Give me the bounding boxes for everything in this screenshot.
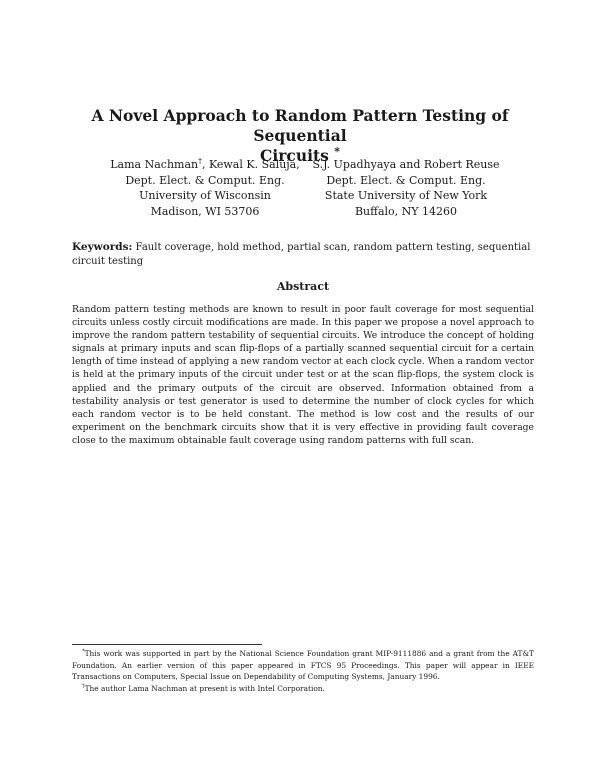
author-dept-right: Dept. Elect. & Comput. Eng. (326, 173, 486, 187)
author-univ-right: State University of New York (324, 189, 488, 202)
author-names-right: S.J. Upadhyaya and Robert Reuse (312, 158, 500, 171)
footnote-1 (72, 648, 534, 683)
author-name-2: , Kewal K. Saluja, (201, 158, 300, 171)
title-line-2-text: Circuits (260, 146, 329, 165)
footnote-1-text: This work was supported in part by the National Science Foundation grant MIP-9111886 and a grant from the AT&T Foundation. An earlier version of this paper appeared in FTCS 95 Proceedings. This paper will appear in IEEE Transactions on Computers, Special Issue on Dependability of Computing Systems, January 1996. (72, 649, 534, 682)
keywords-label: Keywords: (72, 241, 133, 253)
author-name-1: Lama Nachman (110, 158, 199, 171)
title-line-1: A Novel Approach to Random Pattern Testing of Sequential (91, 106, 509, 145)
keywords (72, 241, 534, 268)
keywords-text: Fault coverage, hold method, partial scan, random pattern testing, sequential circuit testing (72, 242, 531, 267)
abstract-body: Random pattern testing methods are known to result in poor fault coverage for most sequential circuits unless costly circuit modifications are made. In this paper we propose a novel approach to improve the random pattern testability of sequential circuits. We introduce the concept of holding signals at primary inputs and scan flip-flops of a partially scanned sequential circuit for a certain length of time instead of applying a new random vector at each clock cycle. When a random vector is held at the primary inputs of the circuit under test or at the scan flip-flops, the system clock is applied and the primary outputs of the circuit are observed. Information obtained from a testability analysis or test generator is used to determine the number of clock cycles for which each random vector is to be held constant. The method is low cost and the results of our experiment on the benchmark circuits show that it is very effective in providing fault coverage close to the maximum obtainable fault coverage using random patterns with full scan. (72, 304, 534, 446)
footnotes (72, 648, 534, 694)
author-footnote-mark: † (198, 156, 202, 166)
author-dept-left: Dept. Elect. & Comput. Eng. (125, 173, 285, 187)
footnote-divider (72, 644, 262, 645)
author-column-right (298, 157, 514, 219)
title-footnote-mark: * (334, 144, 340, 158)
author-univ-left: University of Wisconsin (139, 189, 271, 202)
author-city-left: Madison, WI 53706 (150, 204, 260, 218)
footnote-2-text: The author Lama Nachman at present is with Intel Corporation. (84, 683, 325, 693)
author-column-left (100, 157, 310, 219)
footnote-2-mark: † (82, 683, 85, 690)
abstract-heading: Abstract (276, 280, 330, 293)
author-names-left (100, 157, 310, 173)
footnote-1-mark: * (82, 648, 85, 655)
footnote-2 (72, 683, 534, 695)
author-city-right: Buffalo, NY 14260 (354, 204, 458, 218)
